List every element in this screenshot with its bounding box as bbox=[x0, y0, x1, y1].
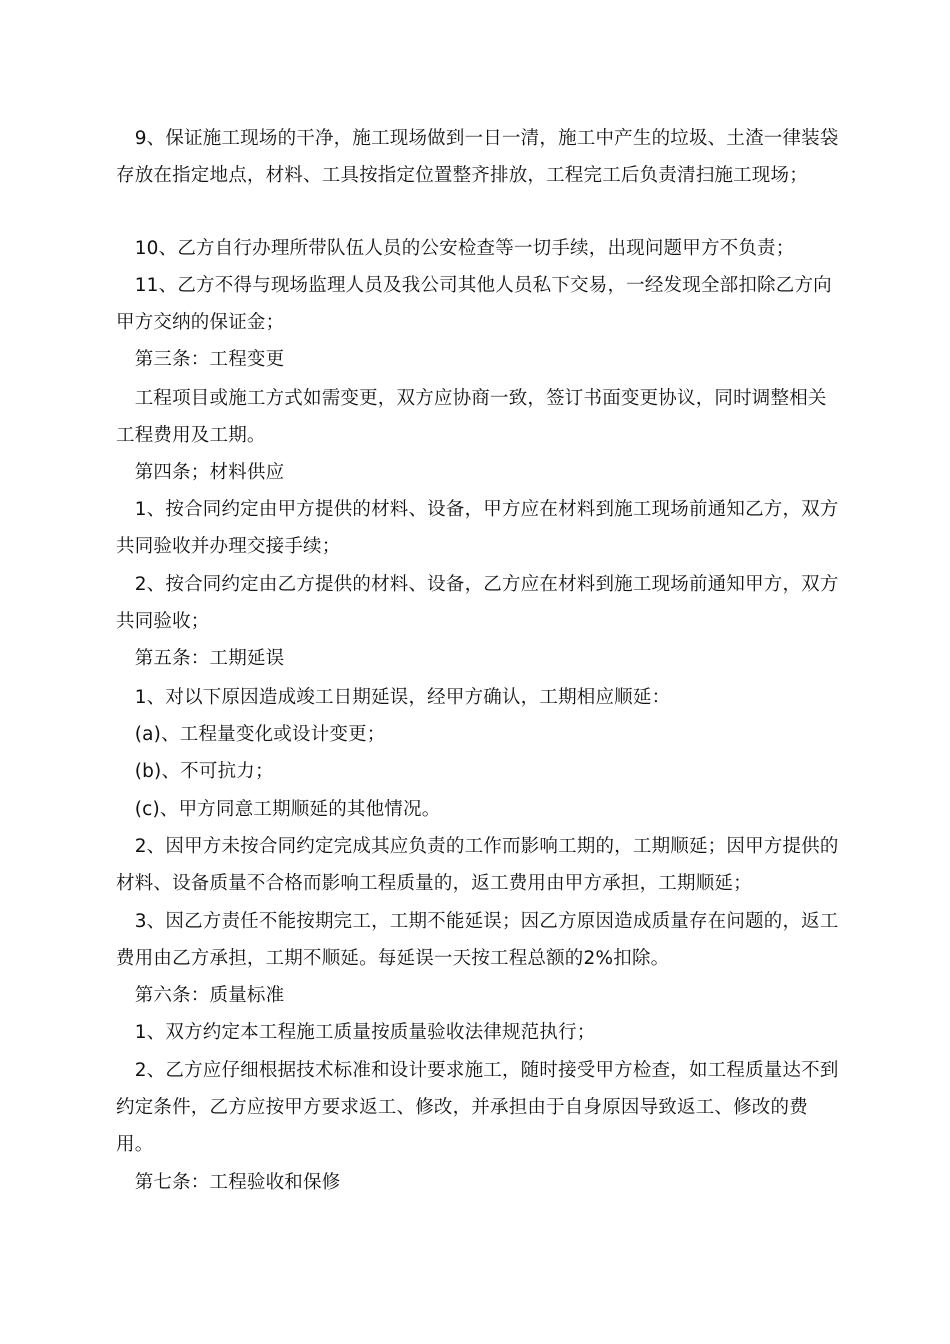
article-3-body: 工程项目或施工方式如需变更，双方应协商一致，签订书面变更协议，同时调整相关工程费用及工期。 bbox=[116, 388, 827, 446]
article-7-heading: 第七条：工程验收和保修 bbox=[116, 1172, 341, 1193]
article-4-item-2: 2、按合同约定由乙方提供的材料、设备，乙方应在材料到施工现场前通知甲方，双方共同验收； bbox=[116, 574, 839, 632]
article-4-item-1: 1、按合同约定由甲方提供的材料、设备，甲方应在材料到施工现场前通知乙方，双方共同验收并办理交接手续； bbox=[116, 499, 839, 557]
article-6-item-1: 1、双方约定本工程施工质量按质量验收法律规范执行； bbox=[116, 1022, 596, 1043]
article-5-item-1b: (b)、不可抗力； bbox=[116, 761, 274, 782]
clause-11: 11、乙方不得与现场监理人员及我公司其他人员私下交易，一经发现全部扣除乙方向甲方交纳的保证金； bbox=[116, 275, 832, 333]
article-5-heading: 第五条：工期延误 bbox=[116, 648, 285, 669]
article-5-item-3: 3、因乙方责任不能按期完工，工期不能延误；因乙方原因造成质量存在问题的，返工费用由乙方承担，工期不顺延。每延误一天按工程总额的2%扣除。 bbox=[116, 911, 839, 969]
clause-9: 9、保证施工现场的干净，施工现场做到一日一清，施工中产生的垃圾、土渣一律装袋存放在指定地点，材料、工具按指定位置整齐排放，工程完工后负责清扫施工现场； bbox=[116, 128, 839, 186]
article-5-item-2: 2、因甲方未按合同约定完成其应负责的工作而影响工期的，工期顺延；因甲方提供的材料、设备质量不合格而影响工程质量的，返工费用由甲方承担，工期顺延； bbox=[116, 836, 839, 894]
article-5-item-1c: (c)、甲方同意工期顺延的其他情况。 bbox=[116, 799, 441, 820]
article-6-heading: 第六条：质量标准 bbox=[116, 985, 285, 1006]
article-3-heading: 第三条：工程变更 bbox=[116, 349, 285, 370]
clause-10: 10、乙方自行办理所带队伍人员的公安检查等一切手续，出现问题甲方不负责； bbox=[116, 238, 795, 259]
article-5-item-1: 1、对以下原因造成竣工日期延误，经甲方确认，工期相应顺延： bbox=[116, 687, 671, 708]
article-5-item-1a: (a)、工程量变化或设计变更； bbox=[116, 724, 386, 745]
article-6-item-2: 2、乙方应仔细根据技术标准和设计要求施工，随时接受甲方检查，如工程质量达不到约定条件，乙方应按甲方要求返工、修改，并承担由于自身原因导致返工、修改的费用。 bbox=[116, 1060, 839, 1155]
article-4-heading: 第四条；材料供应 bbox=[116, 462, 285, 483]
